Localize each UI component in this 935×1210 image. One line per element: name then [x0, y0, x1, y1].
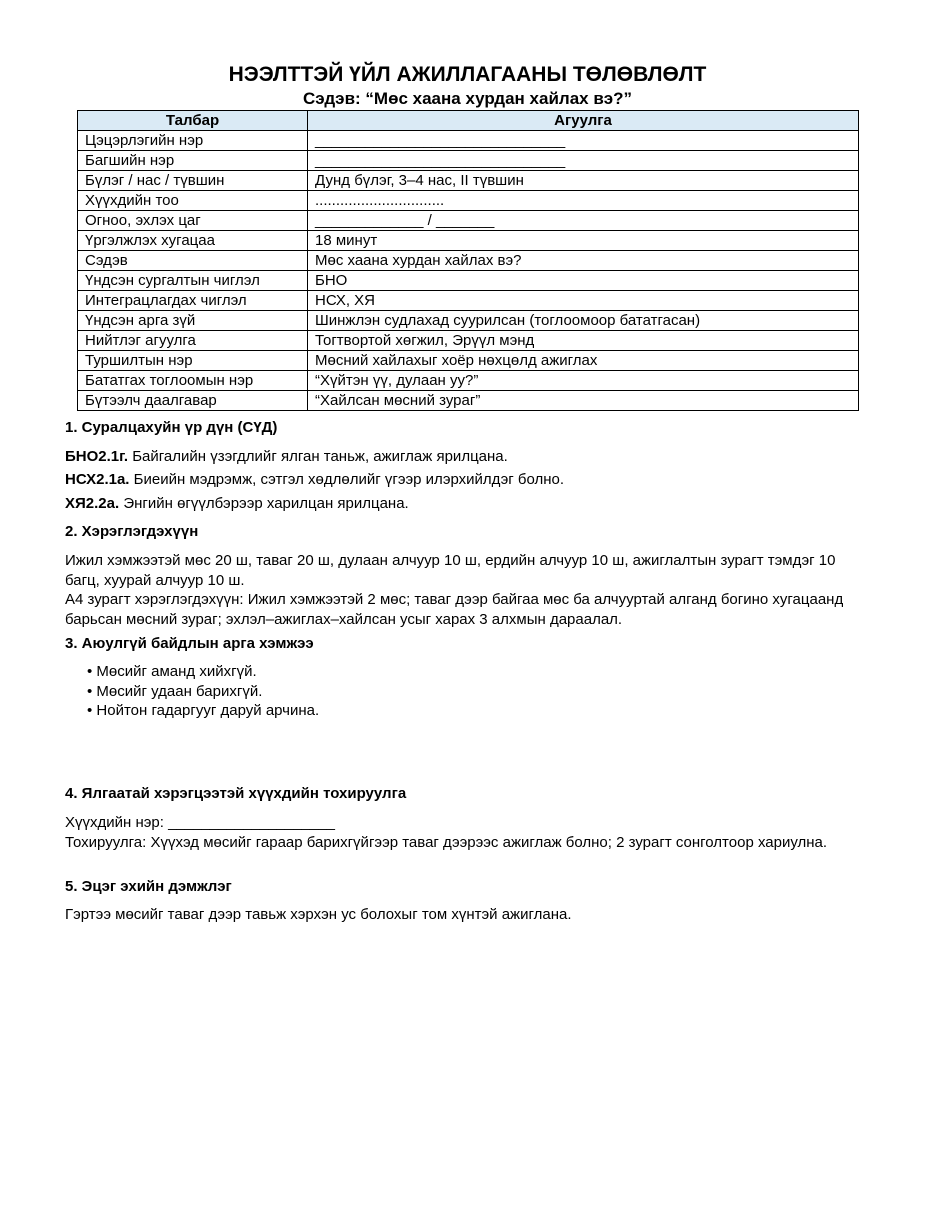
materials-text: [65, 551, 865, 629]
materials-paragraph: А4 зурагт хэрэглэгдэхүүн: Ижил хэмжээтэй 2 мөс; таваг дээр байгаа мөс ба алчууртай алганд богино хугацаанд барьсан мөсний зураг; эхлэл–ажиглах–хайлсан усыг харах 3 алхмын дараалал.: [65, 591, 844, 628]
field-value: “Хүйтэн үү, дулаан уу?”: [308, 371, 859, 391]
list-item: • Мөсийг удаан барихгүй.: [87, 682, 263, 700]
field-value: _____________ / _______: [308, 211, 859, 231]
section-heading: 1. Суралцахуйн үр дүн (СҮД): [65, 419, 278, 436]
column-header-field: Талбар: [78, 111, 308, 131]
field-label: Бүтээлч даалгавар: [78, 391, 308, 411]
field-label: Цэцэрлэгийн нэр: [78, 131, 308, 151]
table-row: [78, 371, 859, 391]
section-heading-special-needs: [65, 784, 865, 804]
table-row: [78, 251, 859, 271]
field-label: Үндсэн арга зүй: [78, 311, 308, 331]
table-row: [78, 151, 859, 171]
section-heading-parent-support: [65, 877, 865, 897]
outcome-text: Байгалийн үзэгдлийг ялган таньж, ажиглаж ярилцана.: [128, 448, 508, 465]
table-row: [78, 331, 859, 351]
field-label: Үргэлжлэх хугацаа: [78, 231, 308, 251]
table-row: [78, 191, 859, 211]
field-label: Багшийн нэр: [78, 151, 308, 171]
outcome-code: НСХ2.1а.: [65, 471, 130, 488]
section-heading-safety: [65, 634, 865, 654]
field-value: ______________________________: [308, 151, 859, 171]
field-label: Хүүхдийн тоо: [78, 191, 308, 211]
special-needs-text: [65, 813, 865, 852]
document-subtitle: Сэдэв: “Мөс хаана хурдан хайлах вэ?”: [302, 89, 633, 108]
list-item: • Нойтон гадаргууг даруй арчина.: [87, 702, 320, 719]
field-value: Шинжлэн судлахад суурилсан (тоглоомоор бататгасан): [308, 311, 859, 331]
field-label: Интеграцлагдах чиглэл: [78, 291, 308, 311]
parent-support-text: [65, 905, 865, 925]
field-label: Туршилтын нэр: [78, 351, 308, 371]
section-heading: 4. Ялгаатай хэрэгцээтэй хүүхдийн тохируулга: [65, 785, 407, 802]
field-value: НСХ, ХЯ: [308, 291, 859, 311]
safety-list-wrapper: [65, 662, 865, 721]
field-value: Мөс хаана хурдан хайлах вэ?: [308, 251, 859, 271]
field-value: ...............................: [308, 191, 859, 211]
field-value: 18 минут: [308, 231, 859, 251]
section-heading: 5. Эцэг эхийн дэмжлэг: [65, 878, 232, 895]
field-value: Дунд бүлэг, 3–4 нас, II түвшин: [308, 171, 859, 191]
table-row: [78, 271, 859, 291]
outcome-code: БНО2.1г.: [65, 448, 129, 465]
table-row: [78, 291, 859, 311]
field-value: Тогтвортой хөгжил, Эрүүл мэнд: [308, 331, 859, 351]
column-header-content: Агуулга: [308, 111, 859, 131]
table-row: [78, 131, 859, 151]
info-table: [77, 110, 859, 411]
section-heading-materials: [65, 522, 865, 542]
field-value: Мөсний хайлахыг хоёр нөхцөлд ажиглах: [308, 351, 859, 371]
field-value: “Хайлсан мөсний зураг”: [308, 391, 859, 411]
field-label: Бататгах тоглоомын нэр: [78, 371, 308, 391]
table-row: [78, 311, 859, 331]
safety-list: [65, 662, 865, 721]
learning-outcome-item: [65, 447, 865, 467]
section-heading: 3. Аюулгүй байдлын арга хэмжээ: [65, 635, 314, 652]
table-row: [78, 351, 859, 371]
field-label: Огноо, эхлэх цаг: [78, 211, 308, 231]
outcome-text: Биеийн мэдрэмж, сэтгэл хөдлөлийг үгээр илэрхийлдэг болно.: [129, 471, 565, 488]
table-row: [78, 211, 859, 231]
section-heading: 2. Хэрэглэгдэхүүн: [65, 523, 199, 540]
table-row: [78, 231, 859, 251]
document-title: НЭЭЛТТЭЙ ҮЙЛ АЖИЛЛАГААНЫ ТӨЛӨВЛӨЛТ: [228, 63, 707, 86]
field-label: Үндсэн сургалтын чиглэл: [78, 271, 308, 291]
adjustment-paragraph: Тохируулга: Хүүхэд мөсийг гараар барихгүйгээр таваг дээрээс ажиглаж болно; 2 зурагт сонголтоор хариулна.: [65, 833, 828, 851]
outcome-text: Энгийн өгүүлбэрээр харилцан ярилцана.: [119, 495, 409, 512]
field-label: Бүлэг / нас / түвшин: [78, 171, 308, 191]
table-header-row: [78, 111, 859, 131]
learning-outcome-item: [65, 494, 865, 514]
parent-support-paragraph: Гэртээ мөсийг таваг дээр тавьж хэрхэн ус болохыг том хүнтэй ажиглана.: [65, 906, 572, 923]
field-value: БНО: [308, 271, 859, 291]
learning-outcome-item: [65, 470, 865, 490]
table-row: [78, 391, 859, 411]
section-heading-learning-outcomes: [65, 418, 865, 438]
table-row: [78, 171, 859, 191]
outcome-code: ХЯ2.2а.: [65, 495, 120, 512]
materials-paragraph: Ижил хэмжээтэй мөс 20 ш, таваг 20 ш, дулаан алчуур 10 ш, ердийн алчуур 10 ш, ажиглалтын зурагт тэмдэг 10 багц, хуурай алчуур 10 ш.: [65, 552, 836, 589]
field-label: Сэдэв: [78, 251, 308, 271]
list-item: • Мөсийг аманд хийхгүй.: [87, 663, 257, 680]
child-name-line: Хүүхдийн нэр: ____________________: [65, 814, 335, 831]
field-label: Нийтлэг агуулга: [78, 331, 308, 351]
field-value: ______________________________: [308, 131, 859, 151]
